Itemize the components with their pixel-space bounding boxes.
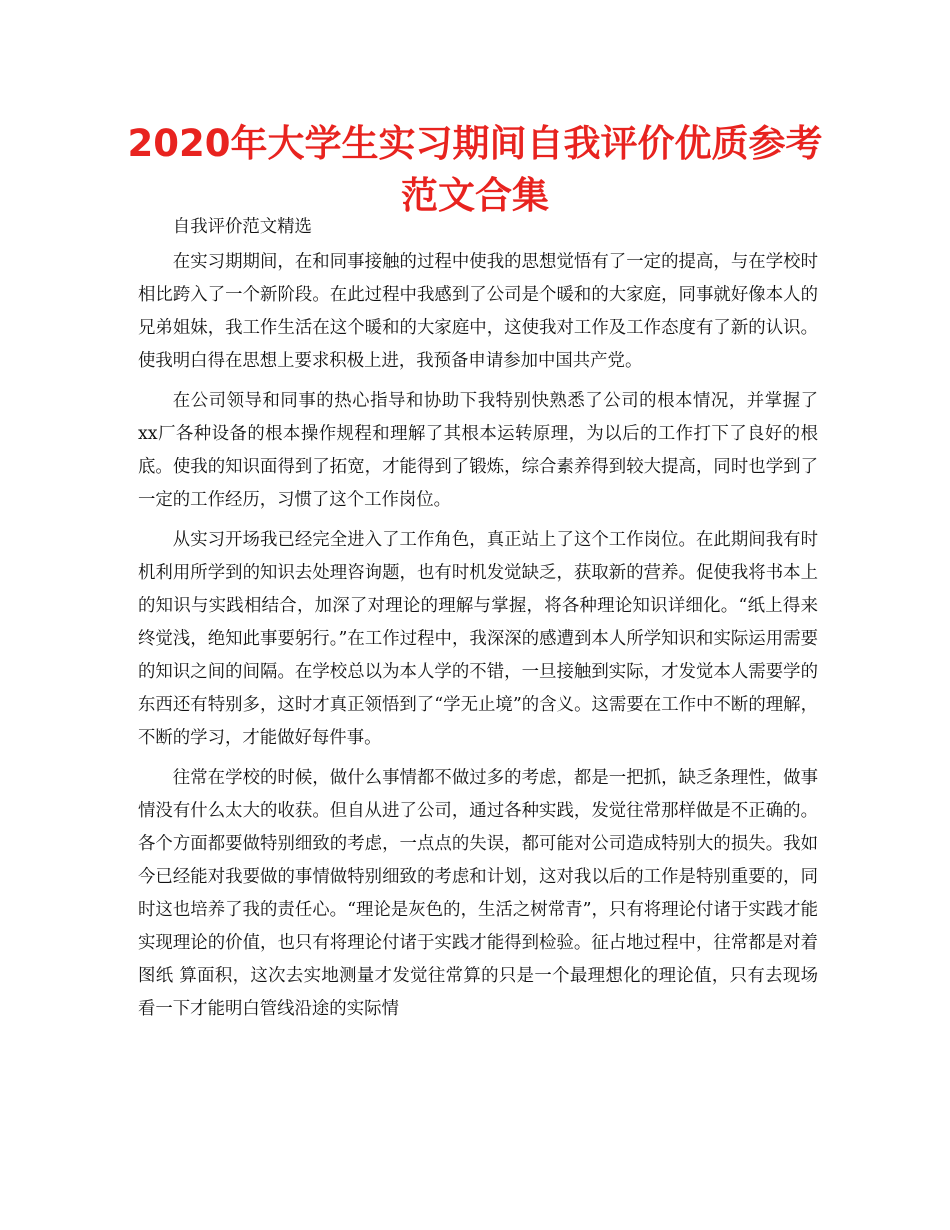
document-title: 2020年大学生实习期间自我评价优质参考范文合集 [127,122,823,217]
paragraph: 在公司领导和同事的热心指导和协助下我特别快熟悉了公司的根本情况，并掌握了xx厂各种设备的根本操作规程和理解了其根本运转原理，为以后的工作打下了良好的根底。使我的知识面得到了拓宽，才能得到了锻炼，综合素养得到较大提高，同时也学到了一定的工作经历，习惯了这个工作岗位。 [138,391,818,510]
document-body [138,211,818,1026]
paragraph: 从实习开场我已经完全进入了工作角色，真正站上了这个工作岗位。在此期间我有时机利用所学到的知识去处理咨询题，也有时机发觉缺乏，获取新的营养。促使我将书本上的知识与实践相结合，加深了对理论的理解与掌握，将各种理论知识详细化。“纸上得来终觉浅，绝知此事要躬行。”在工作过程中，我深深的感遭到本人所学知识和实际运用需要的知识之间的间隔。在学校总以为本人学的不错，一旦接触到实际，才发觉本人需要学的东西还有特别多，这时才真正领悟到了“学无止境”的含义。这需要在工作中不断的理解，不断的学习，才能做好每件事。 [138,530,818,748]
paragraph: 在实习期期间，在和同事接触的过程中使我的思想觉悟有了一定的提高，与在学校时相比跨入了一个新阶段。在此过程中我感到了公司是个暖和的大家庭，同事就好像本人的兄弟姐妹，我工作生活在这个暖和的大家庭中，这使我对工作及工作态度有了新的认识。使我明白得在思想上要求积极上进，我预备申请参加中国共产党。 [138,252,818,371]
paragraph: 往常在学校的时候，做什么事情都不做过多的考虑，都是一把抓，缺乏条理性，做事情没有什么太大的收获。但自从进了公司，通过各种实践，发觉往常那样做是不正确的。各个方面都要做特别细致的考虑，一点点的失误，都可能对公司造成特别大的损失。我如今已经能对我要做的事情做特别细致的考虑和计划，这对我以后的工作是特别重要的，同时这也培养了我的责任心。“理论是灰色的，生活之树常青”，只有将理论付诸于实践才能实现理论的价值，也只有将理论付诸于实践才能得到检验。征占地过程中，往常都是对着图纸 算面积，这次去实地测量才发觉往常算的只是一个最理想化的理论值，只有去现场看一下才能明白管线沿途的实际情 [138,768,818,1019]
section-subheading: 自我评价范文精选 [172,217,312,237]
